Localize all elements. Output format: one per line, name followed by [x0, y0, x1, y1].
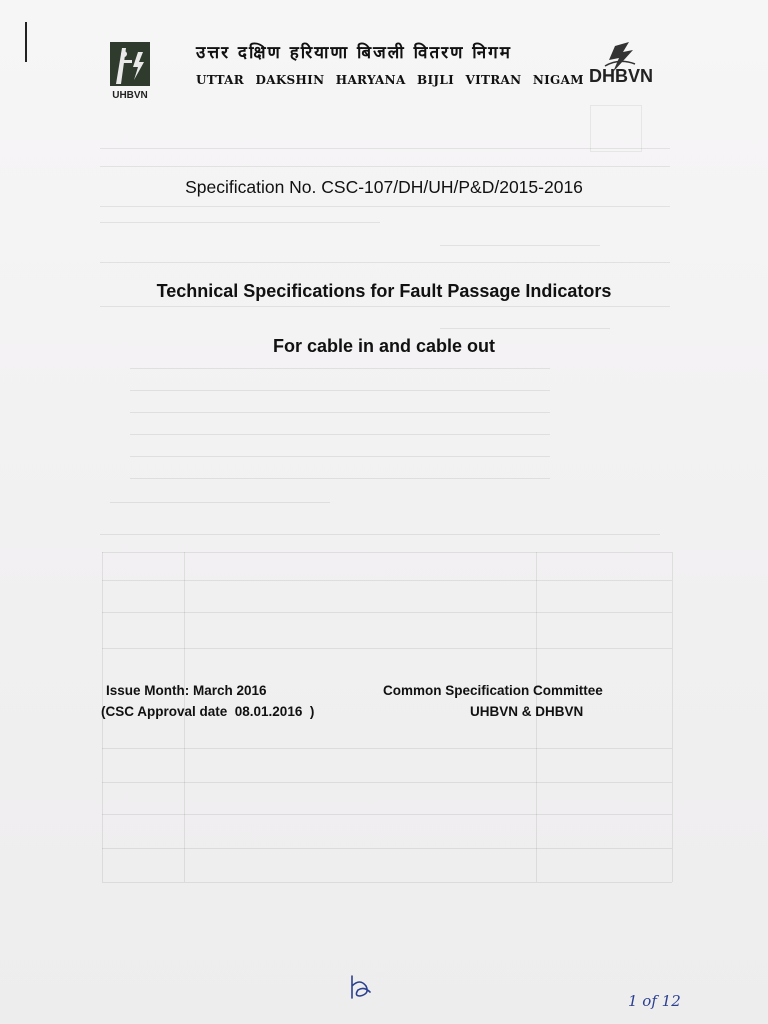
hindi-org-title: उत्तर दक्षिण हरियाणा बिजली वितरण निगम — [196, 43, 512, 63]
document-title: Technical Specifications for Fault Passage Indicators — [156, 281, 612, 301]
uhbvn-logo-label: UHBVN — [112, 90, 148, 101]
approval-date: (CSC Approval date 08.01.2016 ) — [101, 704, 315, 719]
page-number: 1 of 12 — [628, 992, 681, 1010]
committee-name: Common Specification Committee — [383, 683, 603, 698]
corner-scribble — [96, 1001, 100, 1015]
specification-number: Specification No. CSC-107/DH/UH/P&D/2015-2016 — [185, 177, 583, 197]
margin-pen-mark — [25, 22, 27, 62]
dhbvn-logo-icon — [585, 38, 665, 98]
uhbvn-logo-icon — [108, 40, 152, 102]
dhbvn-logo-label: DHBVN — [589, 66, 654, 86]
handwritten-initials-icon — [346, 972, 376, 1002]
issue-month: Issue Month: March 2016 — [106, 683, 267, 698]
english-org-title: UTTAR DAKSHIN HARYANA BIJLI VITRAN NIGAM — [196, 73, 584, 87]
committee-members: UHBVN & DHBVN — [470, 704, 584, 719]
document-subtitle: For cable in and cable out — [272, 336, 496, 356]
